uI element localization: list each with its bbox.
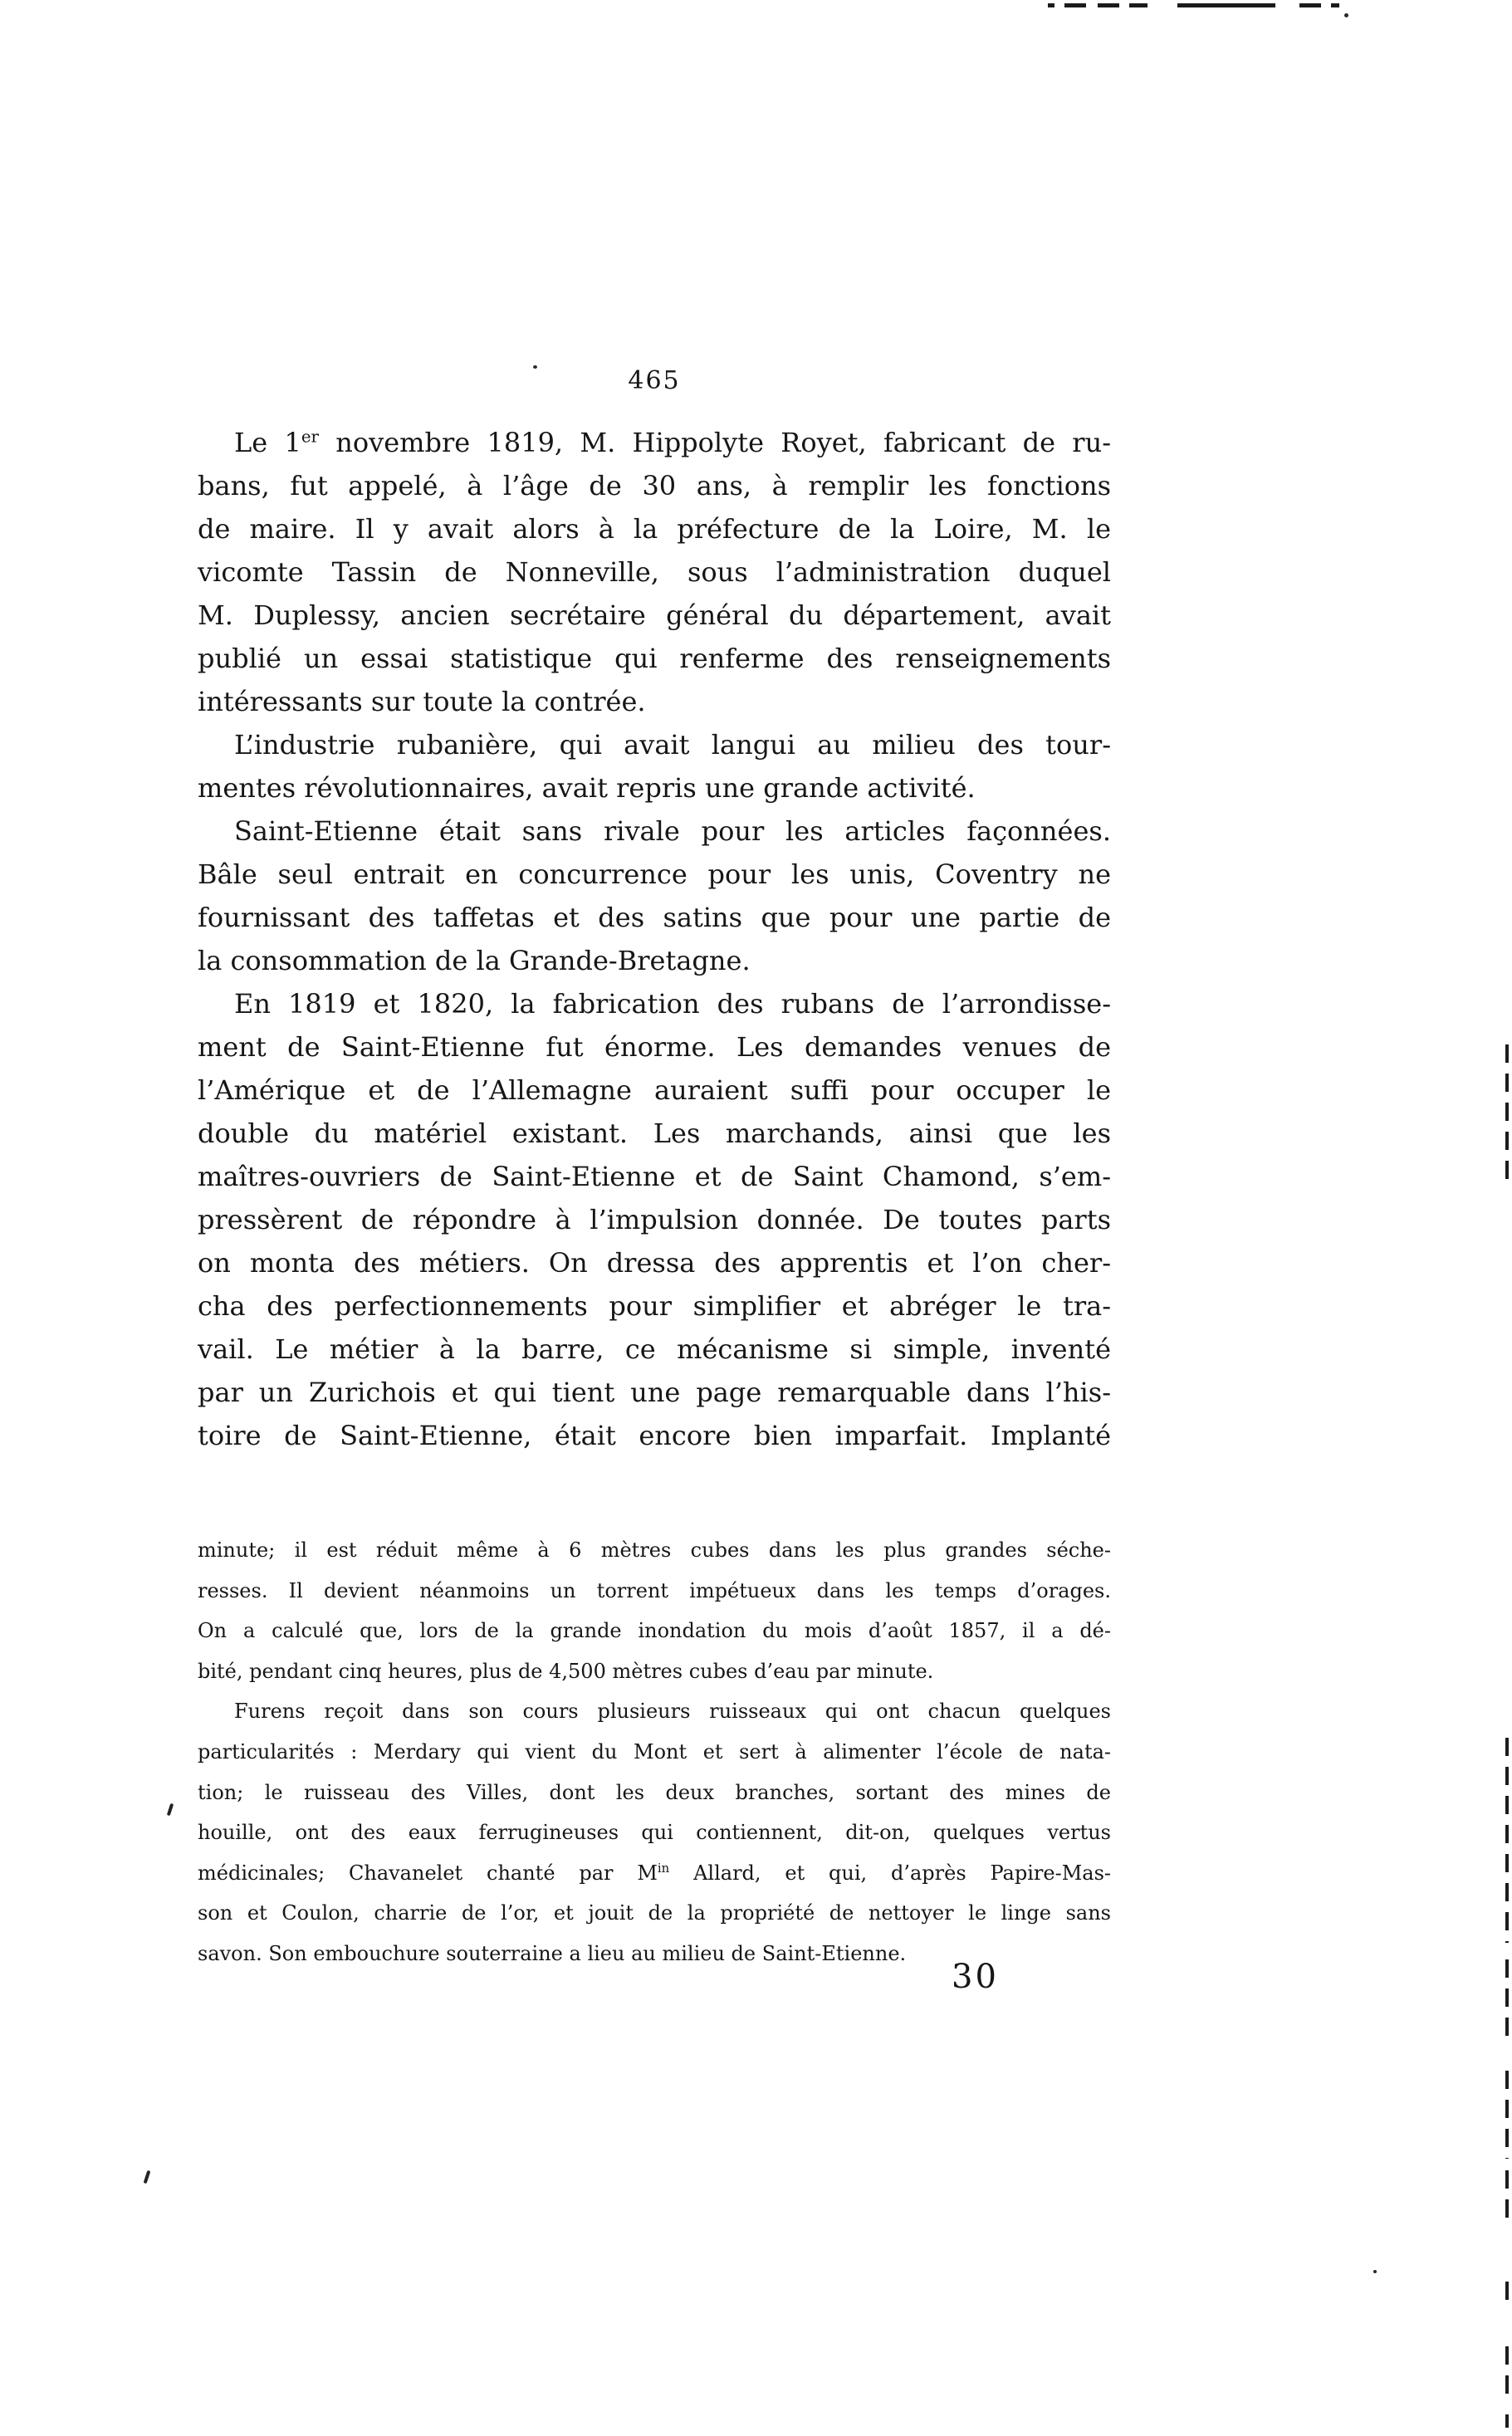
text-line: Saint-Etienne était sans rivale pour les articles façonnées.: [234, 815, 1111, 847]
text-line: Bâle seul entrait en concurrence pour les unis, Coventry ne: [198, 858, 1111, 890]
text-line: ment de Saint-Etienne fut énorme. Les demandes venues de: [198, 1031, 1111, 1063]
text-line: médicinales; Chavanelet chanté par $M^{in}$ Allard, et qui, d’après Papire-Mas-: [198, 1860, 1111, 1885]
margin-mark: [144, 2170, 151, 2184]
text-line: minute; il est réduit même à 6 mètres cubes dans les plus grandes séche-: [198, 1538, 1111, 1562]
vdash-segment: [1505, 2414, 1509, 2428]
text-line: Furens reçoit dans son cours plusieurs ruisseaux qui ont chacun quelques: [234, 1700, 1111, 1724]
text-line: Le 1er novembre 1819, M. Hippolyte Royet, fabricant de ru-: [234, 427, 1112, 458]
vdash-segment: [1505, 2346, 1509, 2401]
text-line: on monta des métiers. On dressa des apprentis et l’on cher-: [198, 1247, 1111, 1279]
margin-mark: [167, 1803, 174, 1817]
ink-speck: [1373, 2270, 1377, 2273]
footnote-block: [198, 1530, 1111, 1974]
text-line: vicomte Tassin de Nonneville, sous l’administration duquel: [198, 556, 1111, 588]
text-line: toire de Saint-Etienne, était encore bien imparfait. Implanté: [198, 1420, 1111, 1451]
text-line: l’Amérique et de l’Allemagne auraient suffi pour occuper le: [198, 1074, 1111, 1106]
text-line: publié un essai statistique qui renferme des renseignements: [198, 643, 1111, 674]
text-line: bans, fut appelé, à l’âge de 30 ans, à remplir les fonctions: [198, 470, 1111, 501]
text-line: On a calculé que, lors de la grande inondation du mois d’août 1857, il a dé-: [198, 1619, 1111, 1643]
text-line: par un Zurichois et qui tient une page remarquable dans l’his-: [198, 1377, 1111, 1408]
text-line: tion; le ruisseau des Villes, dont les deux branches, sortant des mines de: [198, 1780, 1111, 1804]
superscript: er: [301, 427, 320, 447]
text-line: de maire. Il y avait alors à la préfecture de la Loire, M. le: [198, 513, 1111, 545]
dash-segment: [1098, 3, 1147, 7]
dash-segment: [1299, 3, 1339, 7]
text-line: pressèrent de répondre à l’impulsion donnée. De toutes parts: [198, 1204, 1111, 1235]
text-line: la consommation de la Grande-Bretagne.: [198, 945, 751, 976]
dash-segment: [1177, 3, 1275, 7]
vdash-segment: [1505, 1959, 1509, 2044]
text-line: savon. Son embouchure souterraine a lieu au milieu de Saint-Etienne.: [198, 1941, 907, 1965]
main-text-block: [198, 421, 1111, 1457]
ink-speck: [1344, 13, 1348, 17]
vdash-segment: [1505, 1738, 1509, 1943]
text-line: intéressants sur toute la contrée.: [198, 686, 646, 717]
text-line: fournissant des taffetas et des satins que pour une partie de: [198, 902, 1111, 933]
page-number: 465: [628, 366, 681, 395]
text-line: bité, pendant cinq heures, plus de 4,500 mètres cubes d’eau par minute.: [198, 1659, 934, 1683]
vdash-segment: [1505, 2282, 1509, 2308]
signature-number: 30: [952, 1958, 999, 1996]
text-line: particularités : Merdary qui vient du Mont et sert à alimenter l’école de nata-: [198, 1739, 1111, 1763]
dash-segment: [1048, 3, 1054, 7]
text-line: M. Duplessy, ancien secrétaire général du département, avait: [198, 599, 1111, 631]
text-line: L’industrie rubanière, qui avait langui au milieu des tour-: [234, 729, 1111, 761]
vdash-segment: [1505, 2170, 1509, 2218]
superscript: in: [657, 1860, 670, 1876]
text-line: mentes révolutionnaires, avait repris une grande activité.: [198, 772, 976, 804]
text-line: houille, ont des eaux ferrugineuses qui contiennent, dit-on, quelques vertus: [198, 1821, 1111, 1845]
vdash-segment: [1505, 2071, 1509, 2159]
text-line: cha des perfectionnements pour simplifier et abréger le tra-: [198, 1290, 1111, 1322]
text-line: resses. Il devient néanmoins un torrent impétueux dans les temps d’orages.: [198, 1578, 1111, 1602]
text-line: son et Coulon, charrie de l’or, et jouit de la propriété de nettoyer le linge sans: [198, 1901, 1111, 1925]
text-line: vail. Le métier à la barre, ce mécanisme si simple, inventé: [198, 1333, 1111, 1365]
text-line: En 1819 et 1820, la fabrication des rubans de l’arrondisse-: [234, 988, 1111, 1020]
text-line: maîtres-ouvriers de Saint-Etienne et de Saint Chamond, s’em-: [198, 1161, 1111, 1192]
dash-segment: [1064, 3, 1091, 7]
vdash-segment: [1505, 1044, 1509, 1183]
text-line: double du matériel existant. Les marchands, ainsi que les: [198, 1118, 1111, 1149]
